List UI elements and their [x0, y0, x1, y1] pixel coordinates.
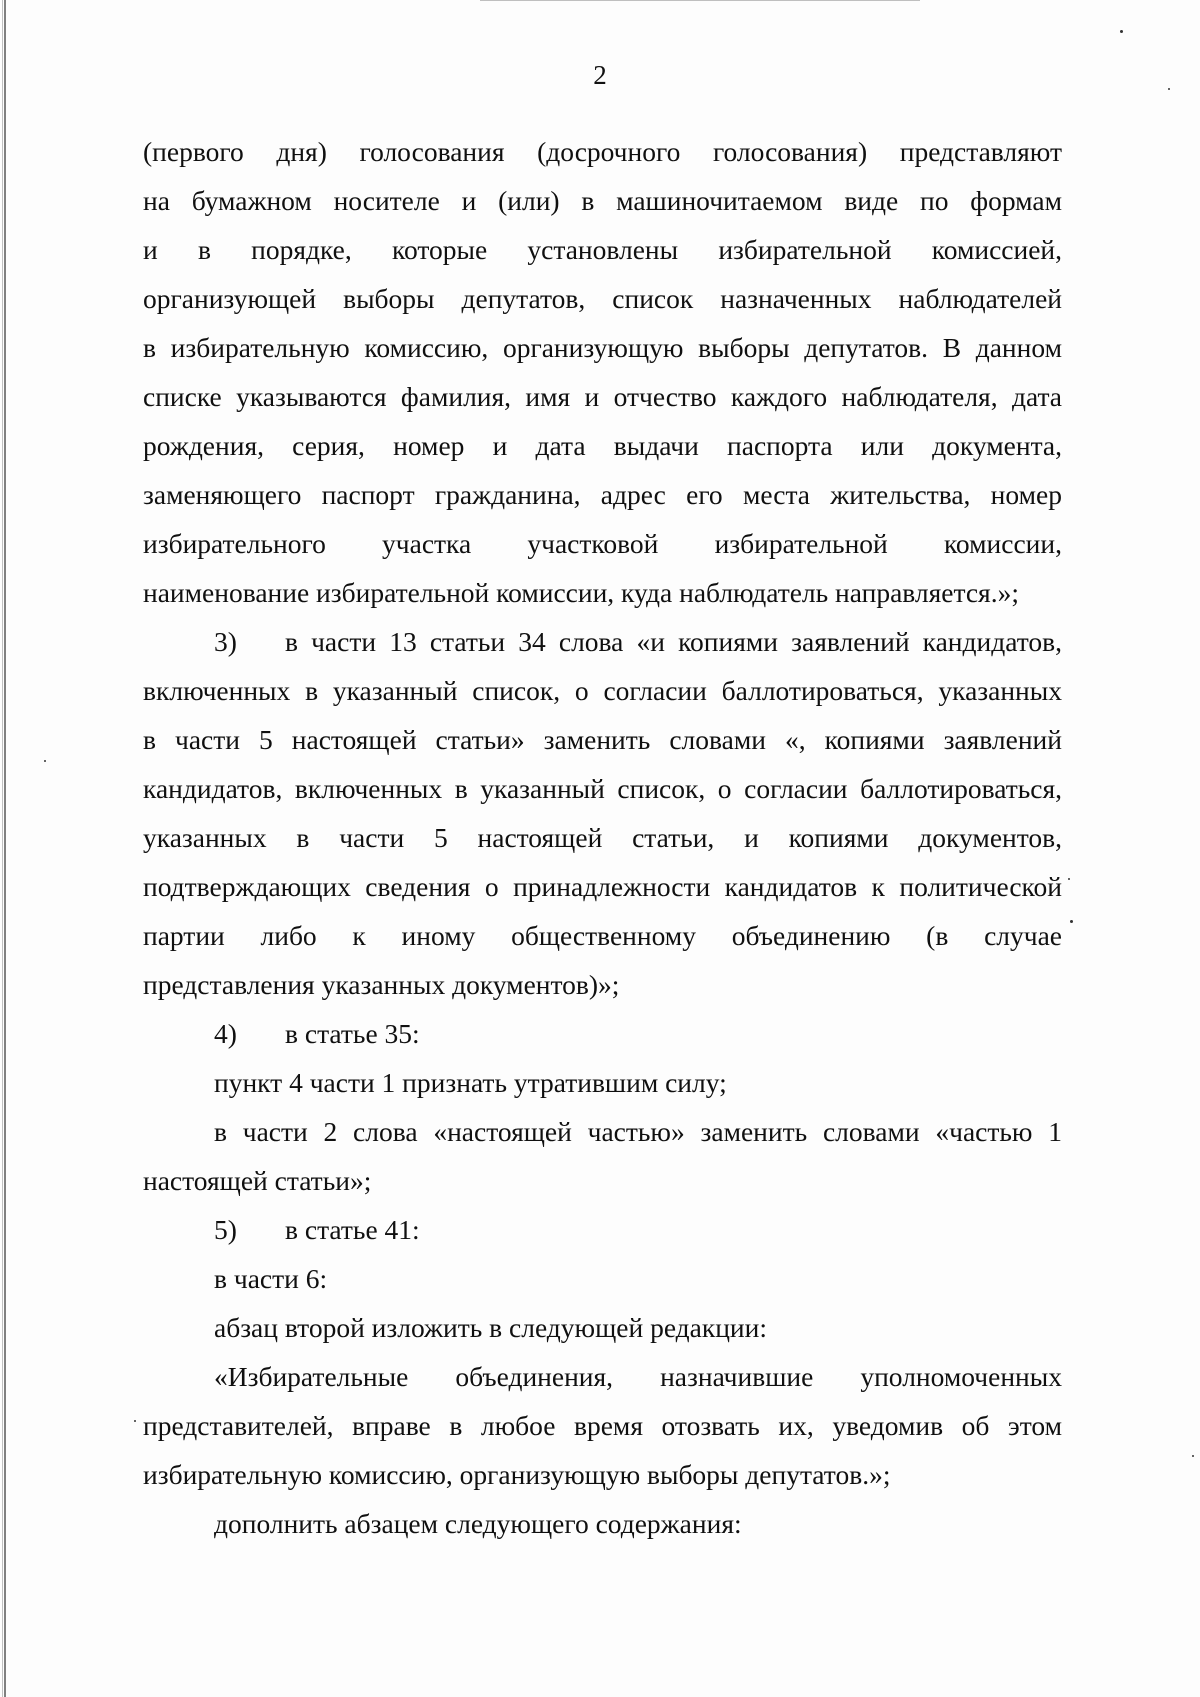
scan-speck	[44, 760, 46, 762]
item-number: 5)	[214, 1214, 237, 1245]
text-line: представителей, вправе в любое время отозвать их, уведомив об этом	[143, 1410, 1062, 1441]
text-line: представления указанных документов)»;	[143, 969, 620, 1000]
scan-top-line	[480, 0, 920, 1]
text-line: (первого дня) голосования (досрочного голосования) представляют	[143, 136, 1062, 167]
text-line: списке указываются фамилия, имя и отчество каждого наблюдателя, дата	[143, 381, 1062, 412]
text-line: партии либо к иному общественному объединению (в случае	[143, 920, 1062, 951]
text-line: и в порядке, которые установлены избирательной комиссией,	[143, 234, 1062, 265]
text-line: в части 5 настоящей статьи» заменить словами «, копиями заявлений	[143, 724, 1062, 755]
list-item-3-first-line	[143, 617, 1062, 666]
item-text: в статье 41:	[285, 1214, 420, 1245]
item-text: в статье 35:	[285, 1018, 420, 1049]
text-line: избирательную комиссию, организующую выборы депутатов.»;	[143, 1459, 891, 1490]
text-line: кандидатов, включенных в указанный список, о согласии баллотироваться,	[143, 773, 1062, 804]
scan-edge-line	[4, 0, 6, 1697]
document-body	[143, 127, 1062, 1548]
text-line: подтверждающих сведения о принадлежности кандидатов к политической	[143, 871, 1062, 902]
text-line: заменяющего паспорт гражданина, адрес его места жительства, номер	[143, 479, 1062, 510]
scan-speck	[1070, 920, 1073, 923]
text-line: пункт 4 части 1 признать утратившим силу;	[214, 1067, 727, 1098]
text-line: настоящей статьи»;	[143, 1165, 372, 1196]
text-line: абзац второй изложить в следующей редакции:	[214, 1312, 768, 1343]
text-line: избирательного участка участковой избирательной комиссии,	[143, 528, 1062, 559]
item-number: 4)	[214, 1018, 237, 1049]
text-line: в части 2 слова «настоящей частью» заменить словами «частью 1	[214, 1116, 1062, 1147]
list-item-5	[143, 1205, 1062, 1254]
scan-speck	[1068, 878, 1070, 880]
scan-edge-line-faint	[2, 0, 3, 1697]
text-line: «Избирательные объединения, назначившие уполномоченных	[214, 1361, 1062, 1392]
text-line: рождения, серия, номер и дата выдачи паспорта или документа,	[143, 430, 1062, 461]
list-item-4	[143, 1009, 1062, 1058]
text-line: наименование избирательной комиссии, куда наблюдатель направляется.»;	[143, 577, 1019, 608]
text-line: на бумажном носителе и (или) в машиночитаемом виде по формам	[143, 185, 1062, 216]
item-number: 3)	[214, 626, 237, 657]
text-line: в избирательную комиссию, организующую выборы депутатов. В данном	[143, 332, 1062, 363]
text-line: включенных в указанный список, о согласии баллотироваться, указанных	[143, 675, 1062, 706]
item-text: в части 13 статьи 34 слова «и копиями заявлений кандидатов,	[285, 626, 1062, 657]
scan-speck	[1168, 88, 1170, 90]
scan-speck	[134, 1420, 136, 1422]
scan-speck	[1120, 30, 1123, 33]
text-line: в части 6:	[214, 1263, 328, 1294]
text-line: дополнить абзацем следующего содержания:	[214, 1508, 742, 1539]
text-line: указанных в части 5 настоящей статьи, и копиями документов,	[143, 822, 1062, 853]
page-number: 2	[593, 60, 607, 90]
text-line: организующей выборы депутатов, список назначенных наблюдателей	[143, 283, 1062, 314]
scan-speck	[1192, 1455, 1194, 1457]
